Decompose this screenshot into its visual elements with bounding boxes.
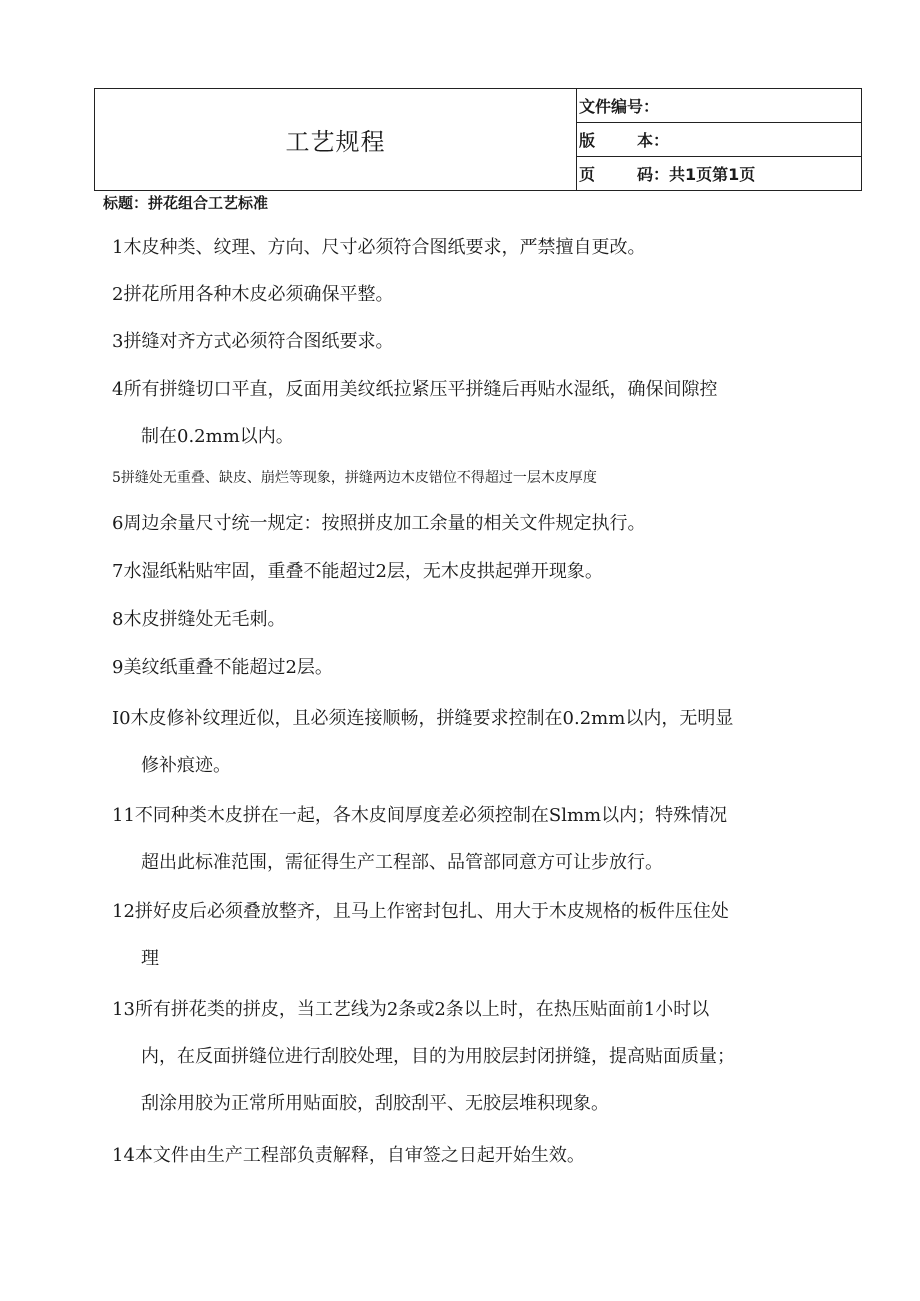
- clause-11: [112, 792, 862, 886]
- clause-line: 3拼缝对齐方式必须符合图纸要求。: [112, 331, 394, 352]
- clause-12: [112, 888, 862, 982]
- clause-5: [112, 455, 862, 502]
- clause-line: 13所有拼花类的拼皮，当工艺线为2条或2条以上时，在热压贴面前1小时以: [112, 999, 710, 1020]
- file-number-field: [577, 89, 862, 123]
- page-count-field: [577, 157, 862, 191]
- page-label-b: 码：共1页第1页: [637, 165, 756, 184]
- document-header-table: [94, 88, 862, 191]
- clause-8: [112, 596, 862, 643]
- clause-13: [112, 986, 862, 1127]
- clause-line: 刮涂用胶为正常所用贴面胶，刮胶刮平、无胶层堆积现象。: [141, 1093, 609, 1114]
- clause-line: 9美纹纸重叠不能超过2层。: [112, 657, 333, 678]
- document-title: 工艺规程: [95, 89, 577, 191]
- clause-line: 11不同种类木皮拼在一起，各木皮间厚度差必须控制在Slmm以内；特殊情况: [112, 805, 728, 826]
- document-heading: 标题：拼花组合工艺标准: [103, 194, 269, 212]
- clause-line: 6周边余量尺寸统一规定：按照拼皮加工余量的相关文件规定执行。: [112, 513, 646, 534]
- file-number-label: 文件编号：: [579, 97, 660, 116]
- version-field: [577, 123, 862, 157]
- clause-14: [112, 1132, 862, 1179]
- clause-line: 4所有拼缝切口平直，反面用美纹纸拉紧压平拼缝后再贴水湿纸，确保间隙控: [112, 379, 718, 400]
- clause-3: [112, 318, 862, 365]
- clause-2: [112, 271, 862, 318]
- page-label-a: 页: [579, 165, 596, 184]
- clause-line: 内，在反面拼缝位进行刮胶处理，目的为用胶层封闭拼缝，提高贴面质量；: [141, 1046, 735, 1067]
- clause-line: 制在0.2mm以内。: [141, 426, 294, 447]
- clause-line: 14本文件由生产工程部负责解释，自审签之日起开始生效。: [112, 1145, 585, 1166]
- clause-line: 5拼缝处无重叠、缺皮、崩烂等现象，拼缝两边木皮错位不得超过一层木皮厚度: [112, 470, 597, 486]
- clause-10: [112, 695, 862, 789]
- clause-line: 修补痕迹。: [141, 755, 231, 776]
- clause-1: [112, 224, 862, 271]
- clause-line: 8木皮拼缝处无毛刺。: [112, 609, 286, 630]
- clause-4: [112, 366, 862, 460]
- clause-line: 理: [141, 948, 159, 969]
- clause-line: 1木皮种类、纹理、方向、尺寸必须符合图纸要求，严禁擅自更改。: [112, 237, 646, 258]
- clause-line: 2拼花所用各种木皮必须确保平整。: [112, 284, 394, 305]
- version-label-a: 版: [579, 131, 596, 150]
- clause-9: [112, 644, 862, 691]
- clause-7: [112, 548, 862, 595]
- clause-line: 12拼好皮后必须叠放整齐，且马上作密封包扎、用大于木皮规格的板件压住处: [112, 901, 729, 922]
- clause-6: [112, 500, 862, 547]
- version-label-b: 本：: [637, 131, 670, 150]
- clause-line: I0木皮修补纹理近似，且必须连接顺畅，拼缝要求控制在0.2mm以内，无明显: [112, 708, 734, 729]
- clause-line: 7水湿纸粘贴牢固，重叠不能超过2层，无木皮拱起弹开现象。: [112, 561, 603, 582]
- clause-line: 超出此标准范围，需征得生产工程部、品管部同意方可让步放行。: [141, 852, 663, 873]
